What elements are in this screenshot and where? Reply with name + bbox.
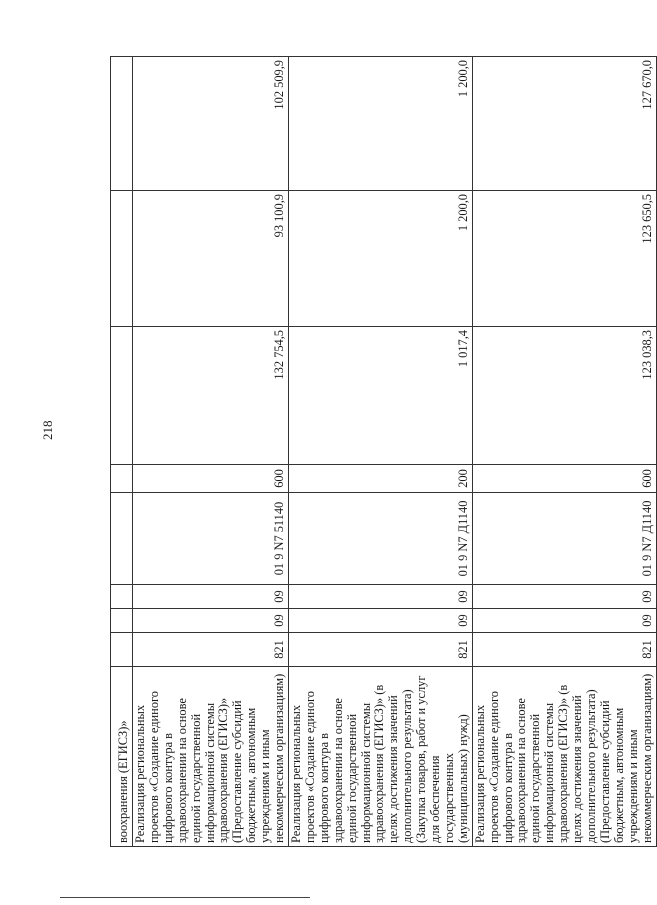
vr-cell: 600 xyxy=(472,465,656,493)
row-name-cell: воохранения (ЕГИСЗ)» xyxy=(111,667,133,847)
amount-year3-cell xyxy=(111,57,133,191)
gr-cell xyxy=(111,633,133,667)
vr-cell: 200 xyxy=(288,465,472,493)
table-row xyxy=(133,57,289,847)
header-rule xyxy=(60,897,310,898)
gr-cell: 821 xyxy=(472,633,656,667)
pr-cell xyxy=(111,585,133,609)
amount-year1-cell xyxy=(111,327,133,465)
rz-cell: 09 xyxy=(288,609,472,633)
amount-year3-cell: 127 670,0 xyxy=(472,57,656,191)
table-row xyxy=(472,57,656,847)
amount-year3-cell: 1 200,0 xyxy=(288,57,472,191)
budget-table xyxy=(110,56,657,847)
csr-cell: 01 9 N7 Д1140 xyxy=(288,493,472,585)
page-number: 218 xyxy=(40,420,55,440)
row-name-cell: Реализация региональных проектов «Создание единого цифрового контура в здравоохранении на основе единой государственной информационной системы здравоохранения (ЕГИСЗ)» (в целях достижения значений дополнительного результата) (Закупка товаров, работ и услуг для обеспечения государственных (муниципальных) нужд) xyxy=(288,667,472,847)
amount-year1-cell: 1 017,4 xyxy=(288,327,472,465)
rotated-table-container xyxy=(110,57,654,847)
table-row xyxy=(288,57,472,847)
amount-year1-cell: 123 038,3 xyxy=(472,327,656,465)
row-name-cell: Реализация региональных проектов «Создание единого цифрового контура в здравоохранении на основе единой государственной информационной системы здравоохранения (ЕГИСЗ)» (Предоставление субсидий бюджетным, автономным учреждениям и иным некоммерческим организациям) xyxy=(133,667,289,847)
amount-year2-cell: 123 650,5 xyxy=(472,191,656,327)
amount-year2-cell: 1 200,0 xyxy=(288,191,472,327)
gr-cell: 821 xyxy=(288,633,472,667)
pr-cell: 09 xyxy=(133,585,289,609)
amount-year1-cell: 132 754,5 xyxy=(133,327,289,465)
pr-cell: 09 xyxy=(472,585,656,609)
gr-cell: 821 xyxy=(133,633,289,667)
rz-cell xyxy=(111,609,133,633)
vr-cell: 600 xyxy=(133,465,289,493)
amount-year3-cell: 102 509,9 xyxy=(133,57,289,191)
amount-year2-cell: 93 100,9 xyxy=(133,191,289,327)
row-name-cell: Реализация региональных проектов «Создание единого цифрового контура в здравоохранении на основе единой государственной информационной системы здравоохранения (ЕГИСЗ)» (в целях достижения значений дополнительного результата) (Предоставление субсидий бюджетным, автономным учреждениям и иным некоммерческим организациям) xyxy=(472,667,656,847)
vr-cell xyxy=(111,465,133,493)
amount-year2-cell xyxy=(111,191,133,327)
pr-cell: 09 xyxy=(288,585,472,609)
rz-cell: 09 xyxy=(133,609,289,633)
csr-cell: 01 9 N7 51140 xyxy=(133,493,289,585)
rz-cell: 09 xyxy=(472,609,656,633)
csr-cell: 01 9 N7 Д1140 xyxy=(472,493,656,585)
table-row xyxy=(111,57,133,847)
csr-cell xyxy=(111,493,133,585)
